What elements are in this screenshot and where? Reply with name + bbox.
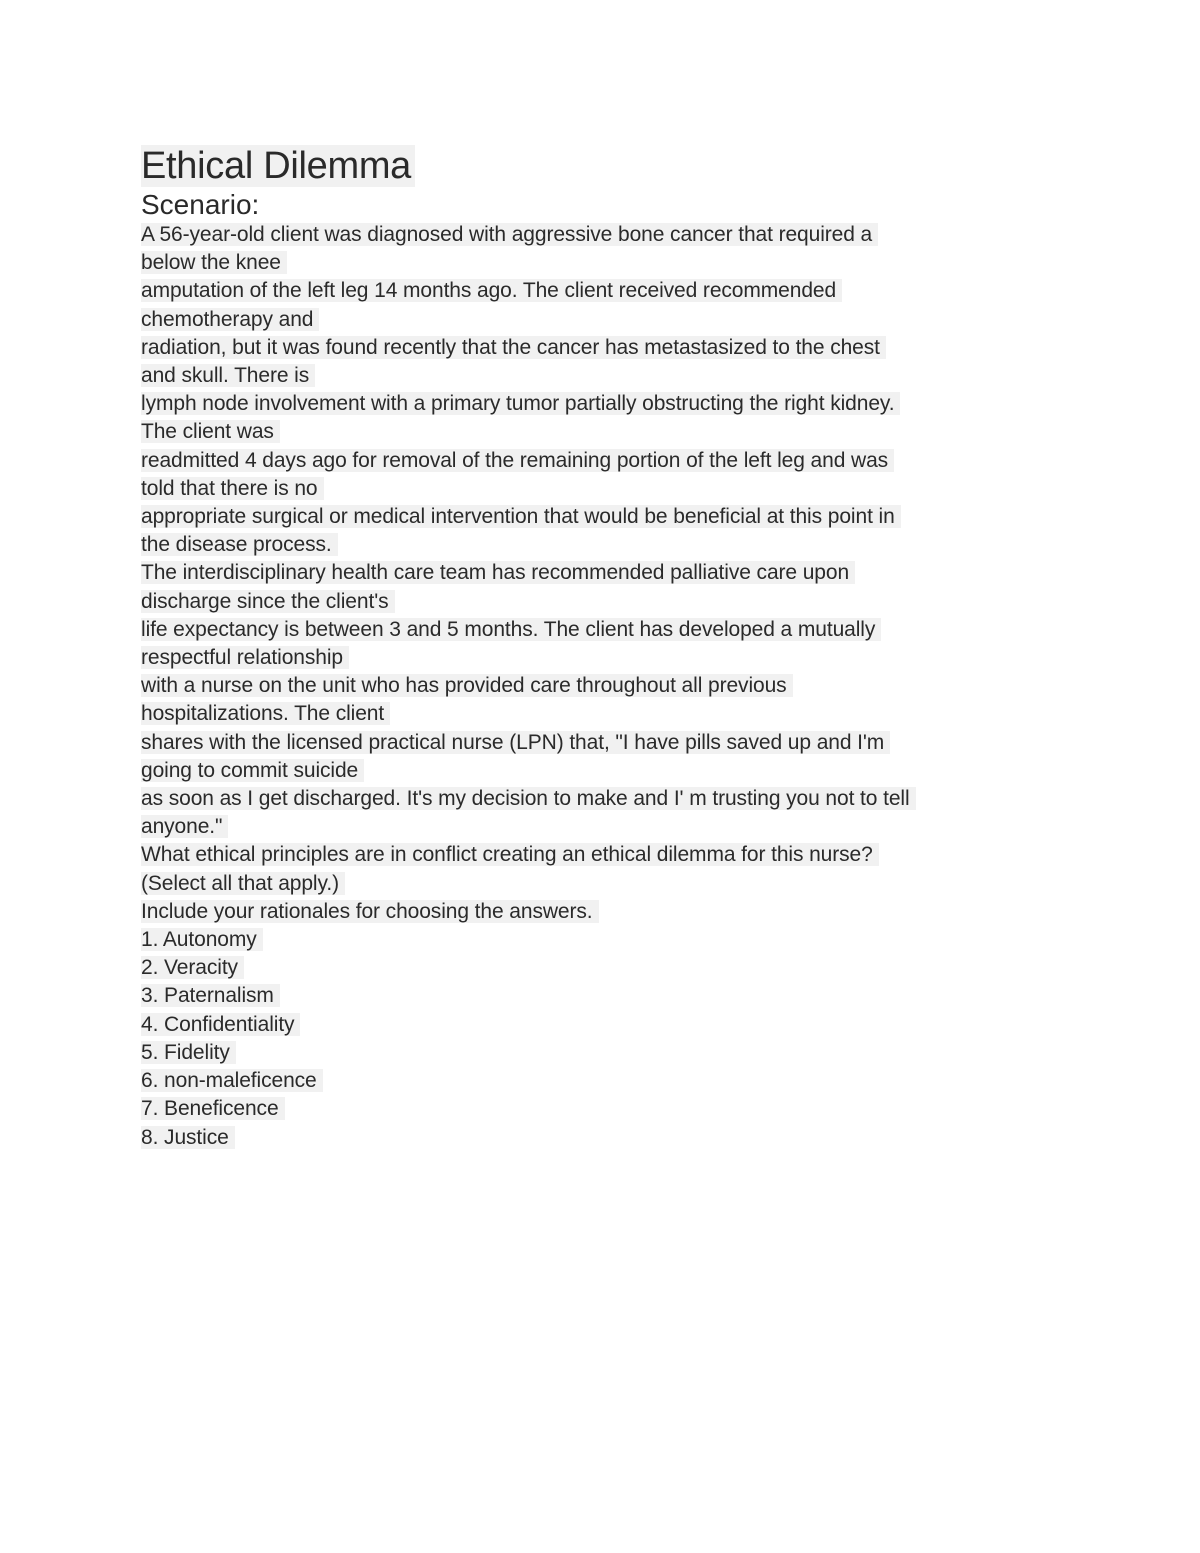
text-line: [141, 644, 1141, 672]
text-line: [141, 447, 1141, 475]
text-line-content: Include your rationales for choosing the answers.: [141, 900, 599, 923]
text-line: [141, 1124, 1141, 1152]
text-line: [141, 785, 1141, 813]
text-line-content: A 56-year-old client was diagnosed with aggressive bone cancer that required a: [141, 223, 878, 246]
text-line: [141, 334, 1141, 362]
text-line-content: respectful relationship: [141, 646, 349, 669]
text-line-content: 7. Beneficence: [141, 1097, 285, 1120]
text-line-content: told that there is no: [141, 477, 324, 500]
text-line: [141, 1011, 1141, 1039]
text-line-content: life expectancy is between 3 and 5 months. The client has developed a mutually: [141, 618, 881, 641]
document-body: [141, 221, 1141, 1152]
text-line-content: 5. Fidelity: [141, 1041, 236, 1064]
text-line-content: anyone.": [141, 815, 228, 838]
text-line-content: 1. Autonomy: [141, 928, 263, 951]
text-line-content: shares with the licensed practical nurse (LPN) that, "I have pills saved up and I'm: [141, 731, 890, 754]
text-line: [141, 616, 1141, 644]
document-page: [141, 143, 1141, 1152]
text-line-content: amputation of the left leg 14 months ago. The client received recommended: [141, 279, 842, 302]
text-line: [141, 700, 1141, 728]
text-line-content: as soon as I get discharged. It's my decision to make and I' m trusting you not to tell: [141, 787, 916, 810]
text-line-content: (Select all that apply.): [141, 872, 345, 895]
text-line-content: hospitalizations. The client: [141, 702, 390, 725]
text-line: [141, 531, 1141, 559]
text-line-content: radiation, but it was found recently that the cancer has metastasized to the chest: [141, 336, 886, 359]
text-line-content: 6. non-maleficence: [141, 1069, 323, 1092]
text-line: [141, 306, 1141, 334]
text-line-content: and skull. There is: [141, 364, 315, 387]
text-line-content: chemotherapy and: [141, 308, 319, 331]
document-title: Ethical Dilemma: [141, 143, 1141, 189]
text-line-content: The client was: [141, 420, 280, 443]
text-line: [141, 1095, 1141, 1123]
text-line: [141, 362, 1141, 390]
text-line: [141, 757, 1141, 785]
text-line: [141, 559, 1141, 587]
text-line: [141, 841, 1141, 869]
text-line-content: appropriate surgical or medical intervention that would be beneficial at this point in: [141, 505, 901, 528]
text-line-content: discharge since the client's: [141, 590, 395, 613]
text-line: [141, 813, 1141, 841]
text-line-content: 8. Justice: [141, 1126, 235, 1149]
text-line: [141, 982, 1141, 1010]
text-line-content: below the knee: [141, 251, 287, 274]
text-line: [141, 390, 1141, 418]
text-line-content: The interdisciplinary health care team has recommended palliative care upon: [141, 561, 855, 584]
text-line-content: lymph node involvement with a primary tumor partially obstructing the right kidney.: [141, 392, 900, 415]
text-line: [141, 249, 1141, 277]
text-line: [141, 954, 1141, 982]
text-line: [141, 277, 1141, 305]
text-line: [141, 588, 1141, 616]
text-line-content: 3. Paternalism: [141, 984, 280, 1007]
text-line: [141, 870, 1141, 898]
text-line: [141, 418, 1141, 446]
text-line: [141, 503, 1141, 531]
text-line: [141, 1039, 1141, 1067]
text-line-content: 4. Confidentiality: [141, 1013, 300, 1036]
text-line: [141, 221, 1141, 249]
text-line-content: 2. Veracity: [141, 956, 244, 979]
text-line-content: going to commit suicide: [141, 759, 364, 782]
text-line: [141, 729, 1141, 757]
text-line: [141, 475, 1141, 503]
scenario-heading: Scenario:: [141, 189, 260, 220]
text-line-content: the disease process.: [141, 533, 338, 556]
text-line: [141, 898, 1141, 926]
text-line: [141, 672, 1141, 700]
text-line-content: with a nurse on the unit who has provided care throughout all previous: [141, 674, 793, 697]
text-line: [141, 1067, 1141, 1095]
text-line-content: readmitted 4 days ago for removal of the remaining portion of the left leg and was: [141, 449, 894, 472]
text-line: [141, 926, 1141, 954]
text-line-content: What ethical principles are in conflict creating an ethical dilemma for this nurse?: [141, 843, 879, 866]
